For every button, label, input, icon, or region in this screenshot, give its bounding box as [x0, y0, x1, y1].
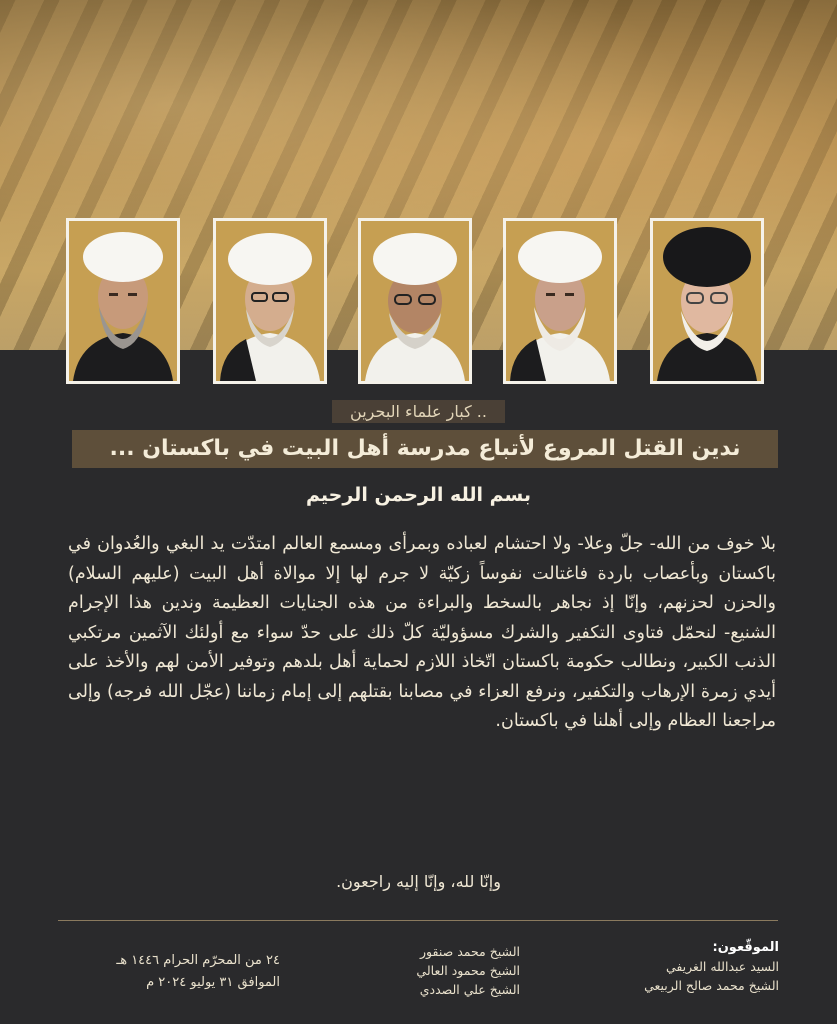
signatory: السيد عبدالله الغريفي [665, 959, 779, 974]
statement-subtitle: كبار علماء البحرين .. [332, 400, 505, 423]
signatory: الشيخ محمود العالي [416, 963, 520, 978]
cleric-portrait-icon [69, 221, 177, 381]
portrait-frame [358, 218, 472, 384]
signatory: الشيخ محمد صنقور [420, 944, 520, 959]
portrait-frame [213, 218, 327, 384]
subtitle-wrap [0, 400, 837, 423]
gregorian-date: الموافق ٣١ يوليو ٢٠٢٤ م [146, 975, 280, 990]
cleric-portrait-icon [361, 221, 469, 381]
portrait-frame [503, 218, 617, 384]
signatories-label: الموقّعون: [712, 940, 779, 955]
body-paragraph: بلا خوف من الله- جلّ وعلا- ولا احتشام لعباده وبمرأى ومسمع العالم امتدّت يد البغي والعُدوان في باكستان وبأعصاب باردة فاغتالت نفوساً زكيّة لا جرم لها إلا موالاة أهل البيت (عليهم السلام) والحزن لحزنهم، وإنّا إذ نجاهر بالسخط والبراءة من هذه الجنايات العظيمة وندين هذا الإجرام الشنيع- لنحمّل فتاوى التكفير والشرك مسؤوليّة كلّ ذلك على حدّ سواء مع أولئك الآثمين مرتكبي الذنب الكبير، ونطالب حكومة باكستان اتّخاذ اللازم لحماية أهل بلدهم وتوفير الأمن لهم والأخذ على أيدي زمرة الإرهاب والتكفير، ونرفع العزاء في مصابنا بقتلهم إلى إمام زماننا (عجّل الله فرجه) وإلى مراجعنا العظام وإلى أهلنا في باكستان. [68, 534, 776, 731]
closing-phrase: وإنّا لله، وإنّا إليه راجعون. [336, 872, 501, 891]
signatory: الشيخ محمد صالح الربيعي [644, 978, 779, 993]
portrait-frame [650, 218, 764, 384]
basmala: بسم الله الرحمن الرحيم [306, 484, 531, 506]
signatories-right [589, 938, 779, 995]
divider [58, 920, 778, 921]
signatories-middle [320, 942, 520, 999]
cleric-portrait-icon [506, 221, 614, 381]
cleric-portrait-icon [653, 221, 761, 381]
signatory: الشيخ علي الصددي [419, 982, 520, 997]
statement-body [68, 530, 776, 737]
cleric-portrait-icon [216, 221, 324, 381]
statement-date [60, 950, 280, 994]
hijri-date: ٢٤ من المحرّم الحرام ١٤٤٦ هـ [116, 953, 280, 968]
statement-title: ندين القتل المروع لأتباع مدرسة أهل البيت في باكستان ... [72, 430, 778, 468]
portrait-row [66, 218, 772, 388]
portrait-frame [66, 218, 180, 384]
